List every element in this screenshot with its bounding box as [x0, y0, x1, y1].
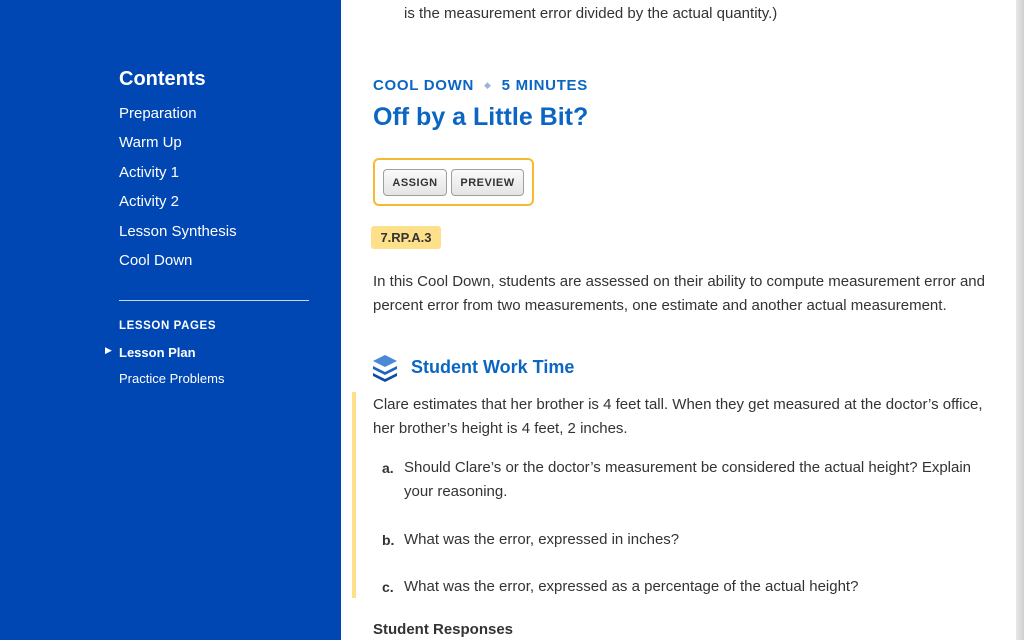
problem-statement: Clare estimates that her brother is 4 feet tall. When they get measured at the doctor’s office, her brother’s height is 4 feet, 2 inches. [373, 396, 983, 437]
sidebar-item-warm-up[interactable]: Warm Up [119, 134, 182, 152]
practice-problems-link[interactable]: Practice Problems [119, 371, 225, 386]
question-text: What was the error, expressed in inches? [404, 531, 680, 548]
standard-badge[interactable]: 7.RP.A.3 [371, 226, 441, 249]
sidebar-item-activity-1[interactable]: Activity 1 [119, 163, 180, 181]
contents-title: Contents [119, 68, 206, 90]
task-highlight-bar [352, 392, 356, 598]
page-title: Off by a Little Bit? [373, 103, 589, 131]
question-b [382, 528, 982, 552]
intro-paragraph: In this Cool Down, students are assessed on their ability to compute measurement error and percent error from two measurements, one estimate and another actual measurement. [373, 273, 985, 314]
sidebar-item-activity-2[interactable]: Activity 2 [119, 193, 180, 211]
question-letter: b. [382, 532, 395, 548]
layers-icon [372, 354, 398, 382]
question-letter: a. [382, 460, 394, 476]
diamond-separator-icon: ◆ [484, 80, 492, 90]
assign-preview-group [373, 158, 534, 206]
question-letter: c. [382, 579, 394, 595]
sidebar [0, 0, 341, 640]
student-responses-heading: Student Responses [373, 621, 514, 638]
sidebar-divider [119, 300, 309, 301]
section-duration: 5 MINUTES [501, 77, 588, 94]
student-work-time-heading: Student Work Time [411, 357, 575, 377]
assign-button[interactable]: ASSIGN [383, 169, 447, 196]
section-name: COOL DOWN [373, 77, 475, 94]
question-text: What was the error, expressed as a percentage of the actual height? [404, 578, 859, 595]
contents-list [119, 104, 237, 280]
question-a [382, 456, 982, 504]
caret-right-icon: ▶ [105, 345, 112, 355]
lesson-pages-heading: LESSON PAGES [119, 320, 217, 332]
sidebar-item-preparation[interactable]: Preparation [119, 105, 197, 122]
sidebar-item-lesson-synthesis[interactable]: Lesson Synthesis [119, 222, 237, 240]
preview-button[interactable]: PREVIEW [451, 169, 524, 196]
lesson-plan-link[interactable]: Lesson Plan [119, 345, 196, 360]
sidebar-item-cool-down[interactable]: Cool Down [119, 251, 193, 269]
previous-section-text: is the measurement error divided by the actual quantity.) [404, 5, 778, 22]
question-c [382, 575, 982, 599]
question-text: Should Clare’s or the doctor’s measurement be considered the actual height? Explain your reasoning. [404, 459, 972, 500]
window-edge [1016, 0, 1024, 640]
section-label [373, 77, 588, 94]
